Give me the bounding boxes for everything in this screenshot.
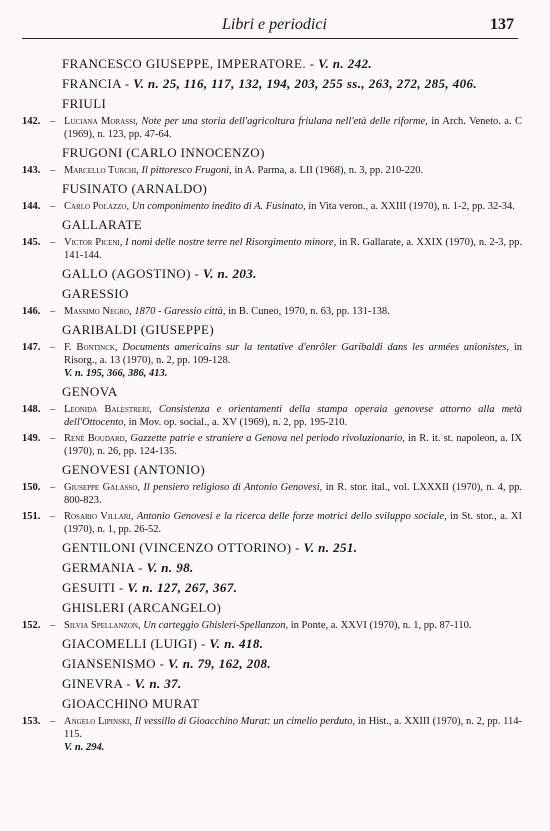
entry-citation: in St. stor., a. XI (1970), n. 1, pp. 26-52. bbox=[64, 511, 522, 535]
section-heading bbox=[62, 145, 522, 161]
entry-title: Note per una storia dell'agricoltura friulana nell'età delle riforme, bbox=[141, 116, 428, 127]
entry-author: Silvia Spellanzon, bbox=[64, 620, 141, 631]
cross-reference: V. n. 37. bbox=[134, 676, 182, 691]
entry-citation: in Arch. Veneto. a. C (1969), n. 123, pp. 47-64. bbox=[64, 116, 522, 140]
bibliography-entry bbox=[22, 164, 522, 177]
entry-dash: – bbox=[50, 716, 56, 727]
section-heading bbox=[62, 676, 522, 692]
cross-reference: V. n. 242. bbox=[318, 56, 373, 71]
entry-title: Antonio Genovesi e la ricerca delle forze motrici dello sviluppo sociale, bbox=[136, 511, 447, 522]
heading-text: FRANCIA - bbox=[62, 76, 130, 91]
entry-title: Documents americains sur la tentative d'enrôler Garibaldi dans les armées unionistes, bbox=[122, 342, 510, 353]
entry-title: 1870 - Garessio città, bbox=[134, 306, 226, 317]
cross-reference: V. n. 79, 162, 208. bbox=[168, 656, 272, 671]
entry-number: 148. bbox=[22, 404, 41, 415]
section-heading bbox=[62, 560, 522, 576]
heading-text: GESUITI - bbox=[62, 580, 124, 595]
entry-citation: in Vita veron., a. XXIII (1970), n. 1-2, pp. 32-34. bbox=[308, 201, 515, 212]
entry-number: 144. bbox=[22, 201, 41, 212]
entry-number: 147. bbox=[22, 342, 41, 353]
entry-text bbox=[64, 481, 522, 507]
entry-title: Il pittoresco Frugoni, bbox=[141, 165, 232, 176]
entry-dash: – bbox=[50, 620, 56, 631]
entry-author: Leonida Balestreri, bbox=[64, 404, 152, 415]
entry-author: Angelo Lipinski, bbox=[64, 716, 132, 727]
entry-citation: in A. Parma, a. LII (1968), n. 3, pp. 210-220. bbox=[234, 165, 424, 176]
bibliography-entry bbox=[22, 200, 522, 213]
heading-text: GENTILONI (VINCENZO OTTORINO) - bbox=[62, 540, 300, 555]
section-heading bbox=[62, 56, 522, 72]
entry-number: 145. bbox=[22, 237, 41, 248]
heading-text: GARIBALDI (GIUSEPPE) bbox=[62, 322, 215, 337]
cross-reference: V. n. 25, 116, 117, 132, 194, 203, 255 ss., 263, 272, 285, 406. bbox=[133, 76, 478, 91]
heading-text: GIANSENISMO - bbox=[62, 656, 165, 671]
cross-reference: V. n. 251. bbox=[303, 540, 358, 555]
entry-title: Il pensiero religioso di Antonio Genovesi, bbox=[143, 482, 323, 493]
bibliography-entry bbox=[22, 481, 522, 507]
entry-citation: in R. stor. ital., vol. LXXXII (1970), n. 4, pp. 800-823. bbox=[64, 482, 522, 506]
heading-text: GENOVESI (ANTONIO) bbox=[62, 462, 206, 477]
entry-number: 150. bbox=[22, 482, 41, 493]
page-header bbox=[22, 16, 518, 39]
bibliography-entry bbox=[22, 715, 522, 754]
running-title: Libri e periodici bbox=[222, 16, 327, 33]
entry-text bbox=[64, 200, 522, 213]
entry-citation: in Ponte, a. XXVI (1970), n. 1, pp. 87-110. bbox=[290, 620, 472, 631]
cross-reference: V. n. 127, 267, 367. bbox=[127, 580, 238, 595]
section-heading bbox=[62, 96, 522, 112]
entry-text bbox=[64, 236, 522, 262]
section-heading bbox=[62, 181, 522, 197]
entry-author: Luciana Morassi, bbox=[64, 116, 138, 127]
section-heading bbox=[62, 580, 522, 596]
entry-text bbox=[64, 403, 522, 429]
entry-citation: in Mov. op. social., a. XV (1969), n. 2, pp. 195-210. bbox=[128, 417, 348, 428]
entry-text bbox=[64, 432, 522, 458]
section-heading bbox=[62, 286, 522, 302]
heading-text: FRUGONI (CARLO INNOCENZO) bbox=[62, 145, 265, 160]
bibliography-entry bbox=[22, 432, 522, 458]
entry-author: F. Bontinck, bbox=[64, 342, 118, 353]
heading-text: FUSINATO (ARNALDO) bbox=[62, 181, 208, 196]
entry-text bbox=[64, 510, 522, 536]
entry-text bbox=[64, 164, 522, 177]
entry-text bbox=[64, 341, 522, 380]
entry-dash: – bbox=[50, 404, 56, 415]
bibliography-list bbox=[22, 52, 522, 757]
entry-dash: – bbox=[50, 201, 56, 212]
bibliography-entry bbox=[22, 305, 522, 318]
entry-number: 143. bbox=[22, 165, 41, 176]
heading-text: FRIULI bbox=[62, 96, 107, 111]
heading-text: GINEVRA - bbox=[62, 676, 131, 691]
entry-number: 149. bbox=[22, 433, 41, 444]
entry-citation: in R. it. st. napoleon, a. IX (1970), n. 26, pp. 124-135. bbox=[64, 433, 523, 457]
heading-text: GENOVA bbox=[62, 384, 118, 399]
entry-author: René Boudard, bbox=[64, 433, 128, 444]
entry-dash: – bbox=[50, 116, 56, 127]
cross-reference: V. n. 98. bbox=[146, 560, 194, 575]
entry-number: 152. bbox=[22, 620, 41, 631]
heading-text: GALLARATE bbox=[62, 217, 143, 232]
entry-cross-reference: V. n. 195, 366, 386, 413. bbox=[64, 368, 168, 379]
entry-number: 146. bbox=[22, 306, 41, 317]
entry-number: 153. bbox=[22, 716, 41, 727]
heading-text: GERMANIA - bbox=[62, 560, 143, 575]
section-heading bbox=[62, 656, 522, 672]
heading-text: GIOACCHINO MURAT bbox=[62, 696, 200, 711]
entry-author: Carlo Polazzo, bbox=[64, 201, 130, 212]
entry-citation: in Hist., a. XXIII (1970), n. 2, pp. 114-115. bbox=[64, 716, 523, 740]
entry-dash: – bbox=[50, 482, 56, 493]
section-heading bbox=[62, 696, 522, 712]
entry-number: 151. bbox=[22, 511, 41, 522]
heading-text: GIACOMELLI (LUIGI) - bbox=[62, 636, 206, 651]
entry-number: 142. bbox=[22, 116, 41, 127]
section-heading bbox=[62, 540, 522, 556]
bibliography-entry bbox=[22, 236, 522, 262]
entry-citation: in Risorg., a. 13 (1970), n. 2, pp. 109-128. bbox=[64, 342, 522, 366]
entry-title: Un carteggio Ghisleri-Spellanzon, bbox=[143, 620, 289, 631]
section-heading bbox=[62, 384, 522, 400]
entry-title: Gazzette patrie e straniere a Genova nel periodo rivoluzionario, bbox=[130, 433, 405, 444]
entry-text bbox=[64, 115, 522, 141]
entry-author: Massimo Negro, bbox=[64, 306, 132, 317]
section-heading bbox=[62, 322, 522, 338]
entry-title: Consistenza e orientamenti della stampa operaia genovese attorno alla metà dell'Ottocento, bbox=[64, 404, 522, 428]
bibliography-entry bbox=[22, 510, 522, 536]
section-heading bbox=[62, 217, 522, 233]
entry-author: Rosario Villari, bbox=[64, 511, 134, 522]
entry-citation: in R. Gallarate, a. XXIX (1970), n. 2-3, pp. 141-144. bbox=[64, 237, 522, 261]
page-number: 137 bbox=[490, 16, 514, 33]
section-heading bbox=[62, 76, 522, 92]
entry-title: Il vessillo di Gioacchino Murat: un cimelio perduto, bbox=[134, 716, 356, 727]
heading-text: GARESSIO bbox=[62, 286, 129, 301]
entry-cross-reference: V. n. 294. bbox=[64, 742, 105, 753]
heading-text: GHISLERI (ARCANGELO) bbox=[62, 600, 222, 615]
entry-title: I nomi delle nostre terre nel Risorgimento minore, bbox=[125, 237, 337, 248]
entry-text bbox=[64, 619, 522, 632]
entry-author: Victor Piceni, bbox=[64, 237, 123, 248]
section-heading bbox=[62, 600, 522, 616]
entry-dash: – bbox=[50, 342, 56, 353]
bibliography-entry bbox=[22, 619, 522, 632]
heading-text: FRANCESCO GIUSEPPE, IMPERATORE. - bbox=[62, 56, 315, 71]
entry-citation: in B. Cuneo, 1970, n. 63, pp. 131-138. bbox=[228, 306, 390, 317]
entry-dash: – bbox=[50, 165, 56, 176]
entry-dash: – bbox=[50, 237, 56, 248]
bibliography-entry bbox=[22, 341, 522, 380]
entry-text bbox=[64, 305, 522, 318]
bibliography-entry bbox=[22, 403, 522, 429]
entry-text bbox=[64, 715, 522, 754]
entry-dash: – bbox=[50, 306, 56, 317]
entry-dash: – bbox=[50, 433, 56, 444]
entry-dash: – bbox=[50, 511, 56, 522]
heading-text: GALLO (AGOSTINO) - bbox=[62, 266, 200, 281]
bibliography-entry bbox=[22, 115, 522, 141]
cross-reference: V. n. 203. bbox=[202, 266, 257, 281]
entry-author: Marcello Turchi, bbox=[64, 165, 139, 176]
cross-reference: V. n. 418. bbox=[209, 636, 264, 651]
entry-author: Giuseppe Galasso, bbox=[64, 482, 141, 493]
section-heading bbox=[62, 266, 522, 282]
entry-title: Un componimento inedito di A. Fusinato, bbox=[131, 201, 306, 212]
section-heading bbox=[62, 636, 522, 652]
section-heading bbox=[62, 462, 522, 478]
